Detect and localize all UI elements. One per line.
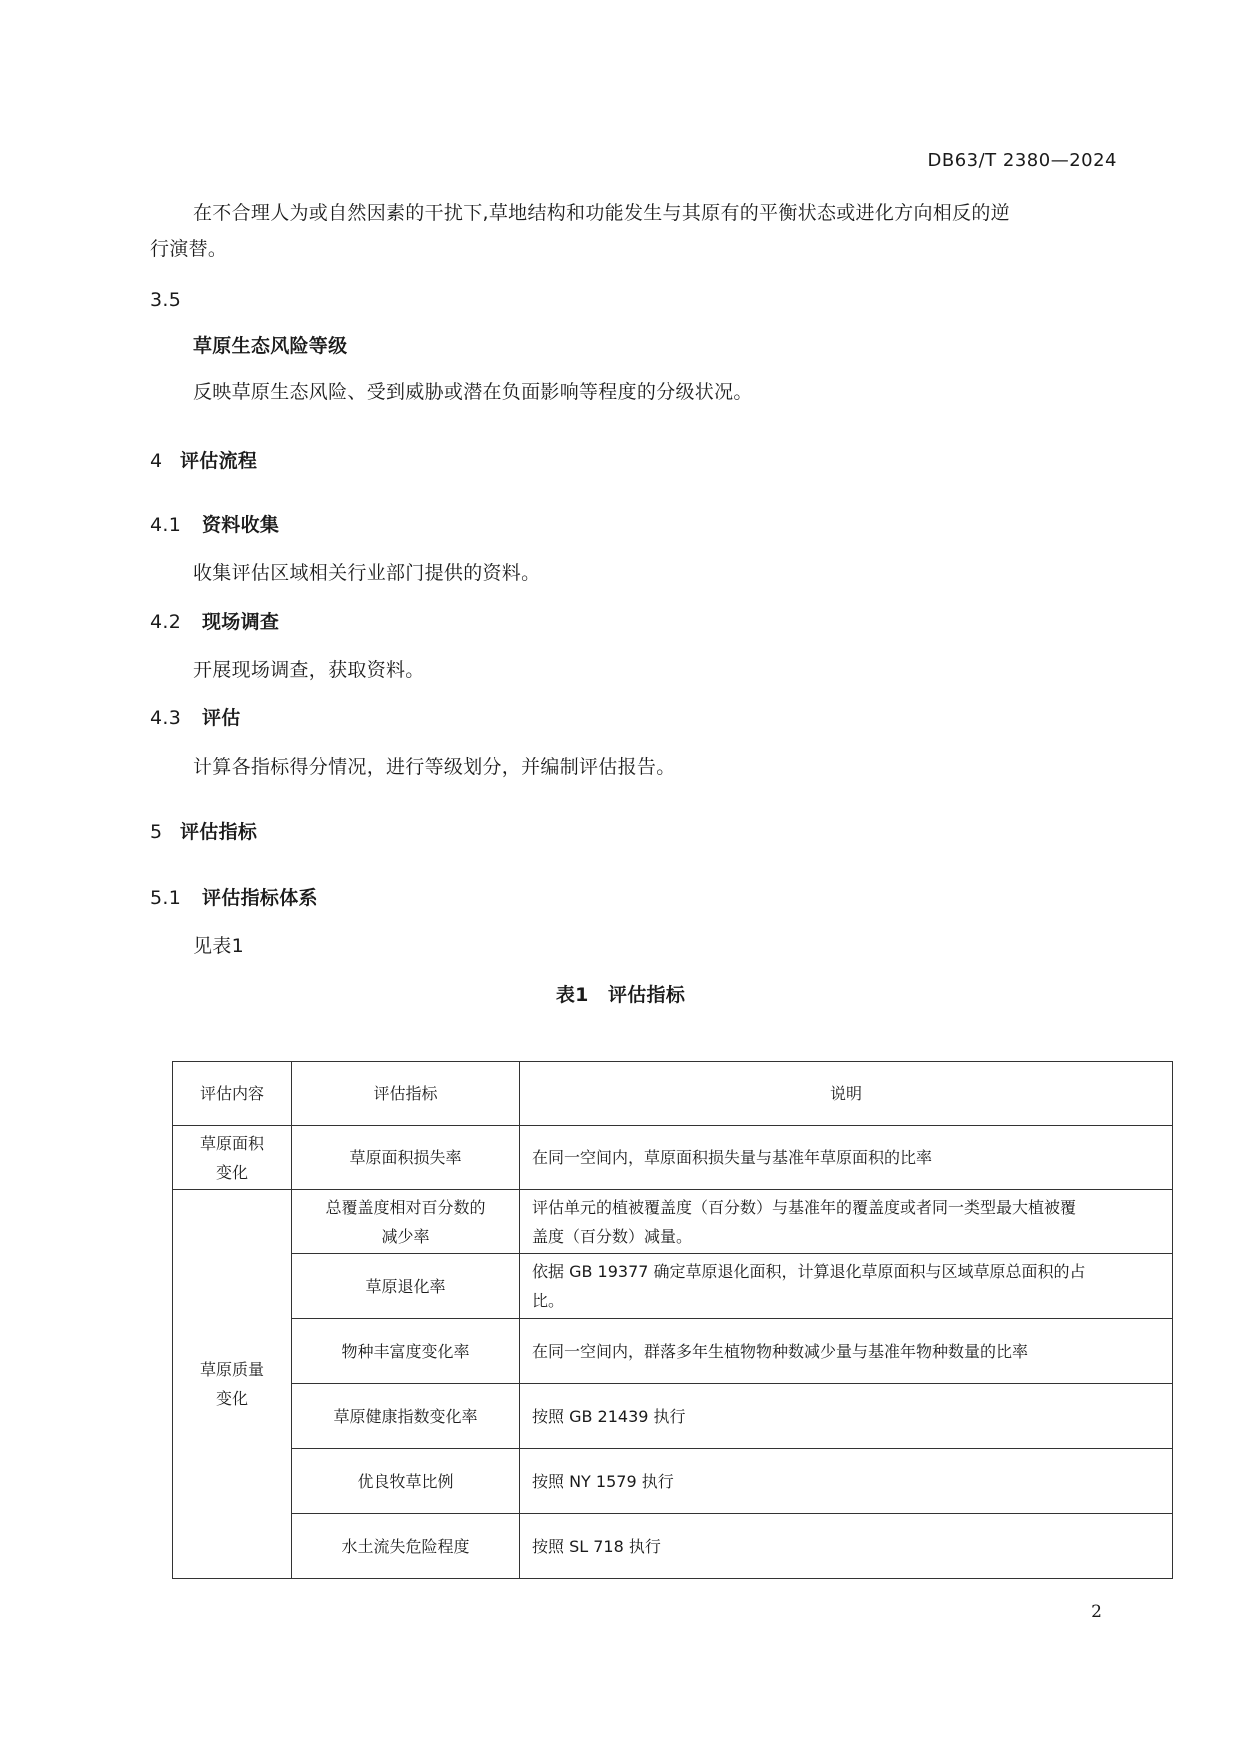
table-row	[173, 1126, 1173, 1190]
section-text: 开展现场调查，获取资料。	[193, 659, 425, 681]
content-cell	[173, 1190, 292, 1579]
indicator-cell: 水土流失危险程度	[292, 1514, 520, 1579]
description-cell: 在同一空间内，草原面积损失量与基准年草原面积的比率	[520, 1126, 1173, 1190]
section-text: 收集评估区域相关行业部门提供的资料。	[193, 562, 541, 584]
section-text: 计算各指标得分情况，进行等级划分，并编制评估报告。	[193, 756, 676, 778]
description-cell: 在同一空间内，群落多年生植物物种数减少量与基准年物种数量的比率	[520, 1319, 1173, 1384]
description-cell	[520, 1254, 1173, 1319]
content-line: 草原质量	[199, 1360, 264, 1379]
section-4-heading	[150, 446, 257, 473]
section-number: 4.3	[150, 707, 182, 729]
table-header-row	[173, 1062, 1173, 1126]
description-cell	[520, 1190, 1173, 1254]
term-definition: 反映草原生态风险、受到威胁或潜在负面影响等程度的分级状况。	[193, 381, 753, 403]
table-row	[173, 1384, 1173, 1449]
section-title: 评估流程	[180, 450, 258, 472]
indicator-cell: 物种丰富度变化率	[292, 1319, 520, 1384]
indicator-cell: 草原健康指数变化率	[292, 1384, 520, 1449]
table-header-cell: 说明	[520, 1062, 1173, 1126]
description-line: 评估单元的植被覆盖度（百分数）与基准年的覆盖度或者同一类型最大植被覆	[532, 1197, 1077, 1217]
section-number: 4.1	[150, 514, 182, 536]
section-5-heading	[150, 817, 257, 844]
indicator-line: 减少率	[381, 1226, 430, 1246]
section-number: 5.1	[150, 887, 182, 909]
document-code: DB63/T 2380—2024	[927, 150, 1117, 171]
section-title: 评估指标体系	[202, 887, 318, 909]
indicator-cell: 草原面积损失率	[292, 1126, 520, 1190]
indicator-line: 总覆盖度相对百分数的	[325, 1197, 486, 1217]
description-line: 盖度（百分数）减量。	[532, 1226, 693, 1246]
content-cell	[173, 1126, 292, 1190]
indicator-cell	[292, 1190, 520, 1254]
section-4-1-heading	[150, 510, 279, 537]
content-line: 草原面积	[199, 1133, 264, 1153]
description-line: 依据 GB 19377 确定草原退化面积，计算退化草原面积与区域草原总面积的占	[532, 1262, 1086, 1281]
description-line: 比。	[532, 1291, 565, 1310]
indicator-cell: 优良牧草比例	[292, 1449, 520, 1514]
content-line: 变化	[215, 1389, 248, 1408]
section-number: 4	[150, 450, 163, 472]
table-caption: 表1 评估指标	[555, 984, 686, 1006]
description-cell: 按照 NY 1579 执行	[520, 1449, 1173, 1514]
section-text: 见表1	[193, 935, 244, 957]
table-row	[173, 1449, 1173, 1514]
description-cell: 按照 SL 718 执行	[520, 1514, 1173, 1579]
table-header-cell: 评估内容	[173, 1062, 292, 1126]
table-row	[173, 1514, 1173, 1579]
section-4-2-heading	[150, 607, 279, 634]
table-row	[173, 1254, 1173, 1319]
table-header-cell: 评估指标	[292, 1062, 520, 1126]
indicator-cell: 草原退化率	[292, 1254, 520, 1319]
paragraph-line: 在不合理人为或自然因素的干扰下,草地结构和功能发生与其原有的平衡状态或进化方向相反的逆	[193, 202, 1010, 224]
term-title: 草原生态风险等级	[193, 335, 348, 357]
page-number: 2	[1091, 1602, 1102, 1622]
content-line: 变化	[215, 1162, 248, 1182]
table-row	[173, 1190, 1173, 1254]
indicator-table	[172, 1061, 1173, 1579]
table-row	[173, 1319, 1173, 1384]
section-number: 5	[150, 821, 163, 843]
section-title: 评估指标	[180, 821, 258, 843]
section-number: 4.2	[150, 611, 182, 633]
description-cell: 按照 GB 21439 执行	[520, 1384, 1173, 1449]
section-title: 资料收集	[202, 514, 280, 536]
section-title: 现场调查	[202, 611, 280, 633]
term-number: 3.5	[150, 289, 182, 311]
section-4-3-heading	[150, 703, 241, 730]
section-title: 评估	[202, 707, 241, 729]
section-5-1-heading	[150, 883, 318, 910]
paragraph-line: 行演替。	[150, 238, 228, 260]
